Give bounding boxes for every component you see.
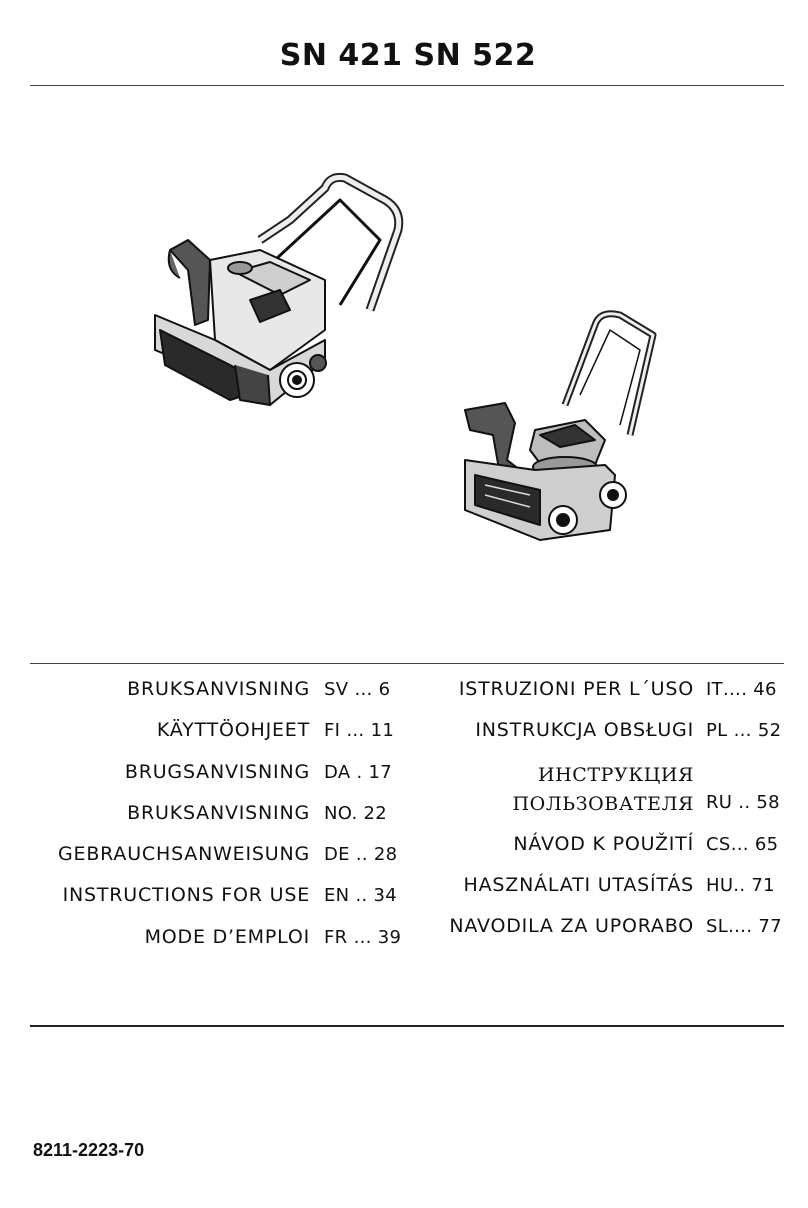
toc-left-column	[0, 678, 400, 967]
toc-entry-label: INSTRUCTIONS FOR USE	[62, 884, 310, 907]
toc-entry-label: BRUKSANVISNING	[127, 801, 310, 824]
toc-entry	[410, 761, 790, 833]
toc-entry	[0, 843, 400, 884]
toc-entry	[0, 678, 400, 719]
toc-entry-label: MODE D’EMPLOI	[144, 925, 310, 948]
toc-entry-page: SL…. 77	[706, 916, 782, 938]
toc-entry	[410, 833, 790, 874]
toc-entry-label: ИНСТРУКЦИЯ ПОЛЬЗОВАТЕЛЯ	[512, 763, 694, 815]
toc-entry-label: NAVODILA ZA UPORABO	[449, 915, 694, 938]
toc-entry-page: NO. 22	[324, 802, 388, 824]
middle-divider	[30, 663, 784, 664]
top-divider	[30, 85, 784, 86]
toc-entry-page: FI … 11	[324, 720, 395, 742]
toc-entry	[0, 884, 400, 925]
toc-entry-label: INSTRUKCJA OBSŁUGI	[475, 719, 694, 742]
toc-entry	[410, 915, 790, 956]
snow-thrower-illustration-sn522	[445, 295, 675, 555]
toc-entry-page: SV … 6	[324, 679, 391, 700]
toc-entry-page: CS… 65	[706, 833, 779, 855]
toc-entry-page: HU.. 71	[706, 874, 775, 896]
toc-right-column	[410, 678, 790, 956]
toc-entry-page: IT…. 46	[706, 679, 777, 700]
toc-entry-label: KÄYTTÖOHJEET	[156, 719, 310, 742]
snow-thrower-illustration-sn421	[140, 160, 430, 420]
toc-entry-label: HASZNÁLATI UTASÍTÁS	[463, 873, 694, 896]
toc-entry-label: BRUKSANVISNING	[127, 678, 310, 700]
toc-entry-page: PL … 52	[706, 720, 782, 742]
part-number: 8211-2223-70	[33, 1140, 145, 1160]
toc-entry-page: FR … 39	[324, 926, 402, 948]
toc-entry	[410, 719, 790, 760]
toc-entry-label: NÁVOD K POUŽITÍ	[513, 832, 694, 855]
toc-entry	[0, 802, 400, 843]
toc-entry-page: DA . 17	[324, 761, 393, 783]
toc-entry	[0, 719, 400, 760]
toc-entry	[410, 874, 790, 915]
bottom-divider	[30, 1025, 784, 1027]
toc-entry	[0, 926, 400, 967]
toc-entry-page: DE .. 28	[324, 844, 398, 866]
document-title: SN 421 SN 522	[279, 38, 537, 73]
toc-entry	[0, 761, 400, 802]
toc-entry-page: EN .. 34	[324, 885, 398, 907]
toc-entry-page: RU .. 58	[706, 791, 780, 813]
toc-entry-label: BRUGSANVISNING	[124, 760, 310, 783]
toc-entry-label: GEBRAUCHSANWEISUNG	[58, 843, 310, 866]
toc-entry-label: ISTRUZIONI PER L´USO	[458, 678, 694, 700]
toc-entry	[410, 678, 790, 719]
